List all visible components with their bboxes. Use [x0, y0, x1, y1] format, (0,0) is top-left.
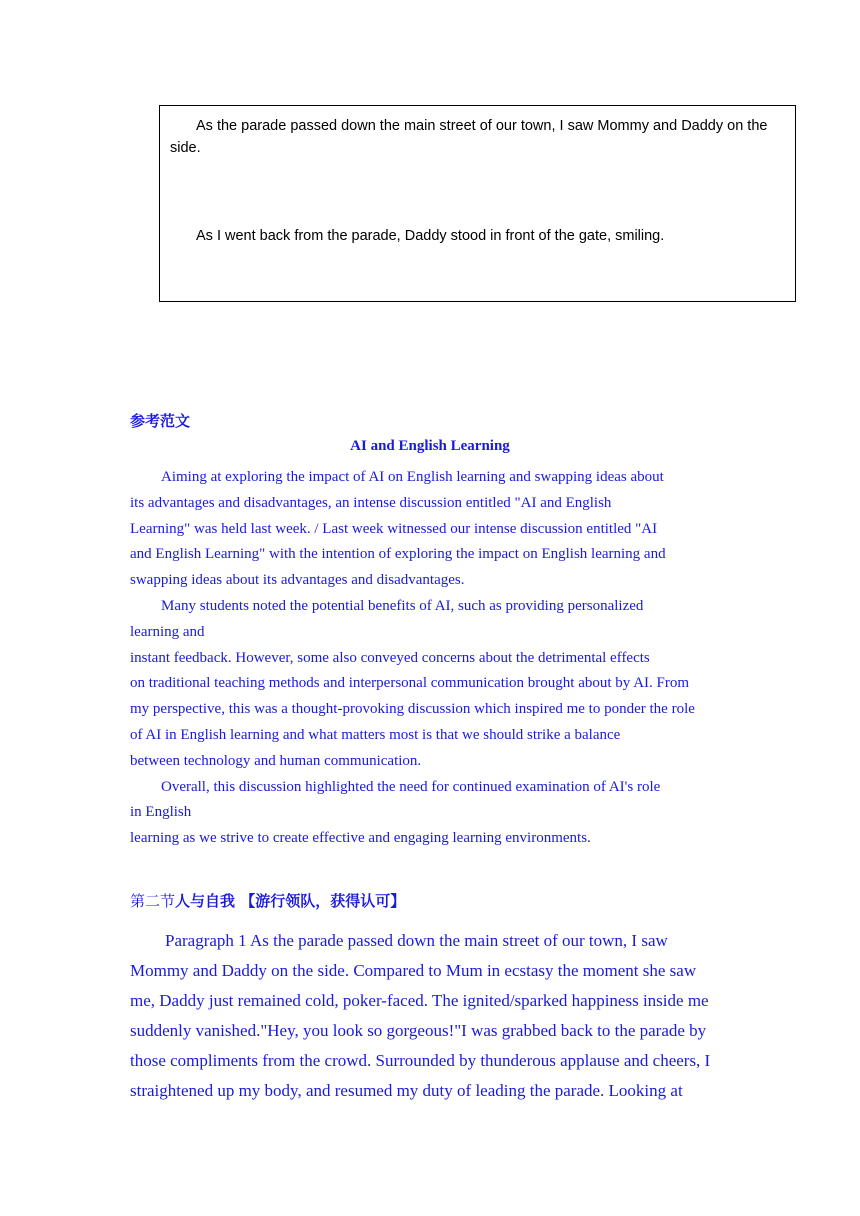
section-title: 人与自我 【游行领队，获得认可】: [175, 892, 406, 910]
story-line: Mommy and Daddy on the side. Compared to Mum in ecstasy the moment she saw: [130, 961, 697, 980]
prompt-box: [159, 105, 796, 302]
essay-line: its advantages and disadvantages, an intense discussion entitled "AI and English: [130, 494, 612, 511]
essay-body: [130, 465, 730, 852]
essay-line: and English Learning" with the intention of exploring the impact on English learning and: [130, 546, 666, 563]
story-line: Paragraph 1 As the parade passed down the main street of our town, I saw: [165, 931, 668, 950]
essay-line: in English: [130, 804, 192, 821]
essay-line: of AI in English learning and what matters most is that we should strike a balance: [130, 726, 621, 743]
story-line: me, Daddy just remained cold, poker-faced. The ignited/sparked happiness inside me: [130, 991, 709, 1010]
section-prefix: 第二节: [130, 892, 176, 910]
essay-line: Aiming at exploring the impact of AI on English learning and swapping ideas about: [161, 469, 664, 485]
essay-line: Many students noted the potential benefits of AI, such as providing personalized: [161, 597, 644, 614]
essay-line: swapping ideas about its advantages and disadvantages.: [130, 572, 465, 589]
essay-line: my perspective, this was a thought-provoking discussion which inspired me to ponder the role: [130, 701, 695, 718]
essay-line: instant feedback. However, some also conveyed concerns about the detrimental effects: [130, 649, 650, 666]
story-line: straightened up my body, and resumed my duty of leading the parade. Looking at: [130, 1081, 683, 1100]
prompt-paragraph-1: As the parade passed down the main street of our town, I saw Mommy and Daddy on the side.: [170, 118, 768, 156]
essay-line: on traditional teaching methods and interpersonal communication brought about by AI. From: [130, 675, 690, 692]
essay-title: AI and English Learning: [350, 438, 510, 454]
essay-line: between technology and human communication.: [130, 752, 422, 769]
reference-label: 参考范文: [130, 412, 191, 430]
essay-line: learning as we strive to create effective and engaging learning environments.: [130, 830, 591, 847]
section-heading: [130, 890, 405, 911]
essay-line: Learning" was held last week. / Last week witnessed our intense discussion entitled "AI: [130, 520, 658, 537]
prompt-paragraph-2: As I went back from the parade, Daddy stood in front of the gate, smiling.: [196, 228, 665, 244]
essay-line: Overall, this discussion highlighted the need for continued examination of AI's role: [161, 778, 661, 795]
story-line: suddenly vanished."Hey, you look so gorgeous!"I was grabbed back to the parade by: [130, 1021, 707, 1040]
story-line: those compliments from the crowd. Surrounded by thunderous applause and cheers, I: [130, 1051, 711, 1070]
story-body: [130, 926, 730, 1106]
essay-line: learning and: [130, 623, 205, 640]
